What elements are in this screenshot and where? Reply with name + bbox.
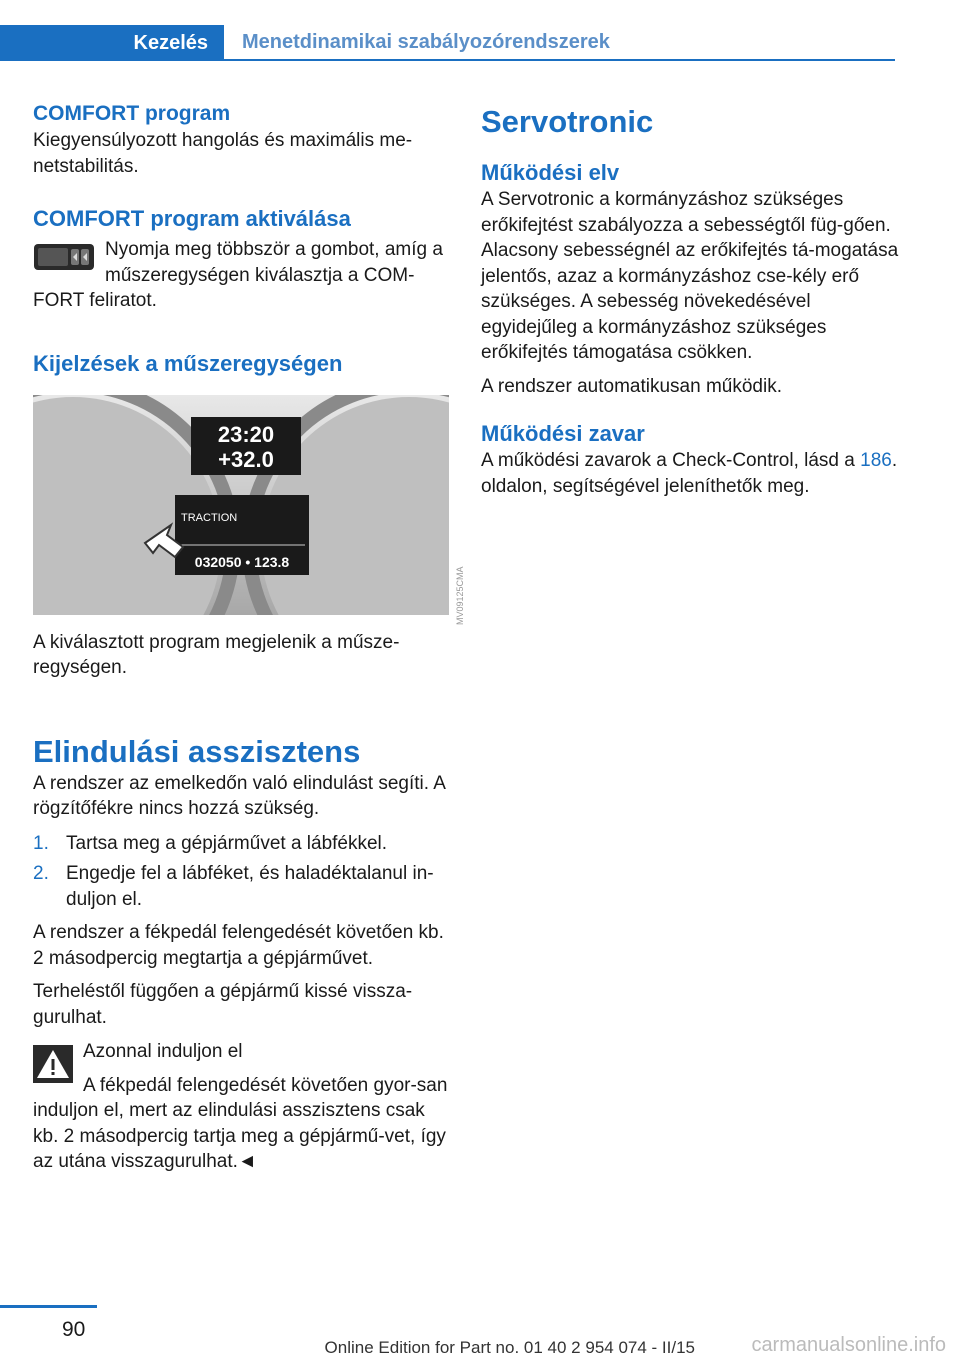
instrument-cluster-image	[33, 395, 449, 615]
fault-text-start: A működési zavarok a Check-Control, lásd a	[481, 450, 861, 471]
dash-time: 23:20	[217, 421, 275, 447]
footer-rule	[0, 1305, 97, 1308]
display-caption: A kiválasztott program megjelenik a műsze-regységen.	[33, 631, 400, 678]
fault-text	[481, 448, 901, 499]
list-item	[33, 861, 453, 912]
hold-paragraph: A rendszer a fékpedál felengedését követően kb. 2 másodpercig megtartja a gépjárművet.	[33, 922, 444, 969]
hill-start-heading: Elindulási asszisztens	[33, 733, 361, 769]
watermark: carmanualsonline.info	[751, 1334, 946, 1356]
activation-block	[33, 237, 453, 314]
step-number: 2.	[33, 863, 49, 884]
section-tab[interactable]: Menetdinamikai szabályozórendszerek	[224, 25, 895, 61]
display-heading: Kijelzések a műszeregységen	[33, 350, 343, 376]
page-header	[0, 25, 895, 61]
image-code: MV09125CMA	[455, 566, 465, 625]
hill-start-text: A rendszer az emelkedőn való elindulást segíti. A rögzítőfékre nincs hozzá szükség.	[33, 772, 445, 819]
activation-text: Nyomja meg többször a gombot, amíg a műszeregységen kiválasztja a COM-FORT feliratot.	[33, 239, 443, 311]
principle-heading: Működési elv	[481, 160, 620, 185]
rollback-paragraph: Terheléstől függően a gépjármű kissé vissza-gurulhat.	[33, 981, 413, 1028]
step-text: Engedje fel a lábféket, és haladéktalanul in-duljon el.	[66, 863, 434, 910]
comfort-heading: COMFORT program	[33, 102, 231, 125]
fault-text-end: . oldalon, segítségével jeleníthetők meg.	[481, 450, 898, 497]
step-number: 1.	[33, 832, 49, 854]
servotronic-heading: Servotronic	[481, 104, 654, 139]
chapter-tab[interactable]: Kezelés	[0, 25, 224, 61]
warning-title: Azonnal induljon el	[83, 1041, 243, 1062]
warning-block	[33, 1039, 453, 1175]
comfort-text: Kiegyensúlyozott hangolás és maximális me-netstabilitás.	[33, 130, 413, 177]
dash-odometer: 032050 • 123.8	[194, 553, 290, 570]
fault-heading: Működési zavar	[481, 421, 645, 446]
page-link[interactable]: 186	[860, 450, 892, 471]
edition-text: Online Edition for Part no. 01 40 2 954 074 - II/15	[324, 1338, 695, 1357]
automatic-text: A rendszer automatikusan működik.	[481, 375, 782, 397]
activation-heading: COMFORT program aktiválása	[33, 206, 351, 231]
warning-text: A fékpedál felengedését követően gyor-san induljon el, mert az elindulási asszisztens csak kb. 2 másodpercig tartja meg a gépjármű-vet, így az utána visszagurulhat.◄	[33, 1074, 448, 1172]
page-number: 90	[62, 1318, 86, 1341]
dash-mode: TRACTION	[181, 511, 238, 524]
principle-text: A Servotronic a kormányzáshoz szükséges erőkifejtést szabályozza a sebességtől füg-gően. Alacsony sebességnél az erőkifejtés tá-mogatása jelentős, azaz a kormányzáshoz cse-kély erő szükséges. A sebesség növekedésével egyidejűleg a kormányzáshoz szükséges erőkifejtés támogatása csökken.	[481, 189, 899, 363]
steps-list	[33, 831, 453, 913]
dash-temp: +32.0	[218, 446, 274, 472]
list-item	[33, 831, 453, 857]
right-column	[481, 100, 901, 499]
left-column	[33, 100, 465, 1175]
warning-icon	[33, 1045, 73, 1083]
drive-mode-button-icon	[33, 241, 95, 273]
step-text: Tartsa meg a gépjárművet a lábfékkel.	[66, 832, 388, 854]
